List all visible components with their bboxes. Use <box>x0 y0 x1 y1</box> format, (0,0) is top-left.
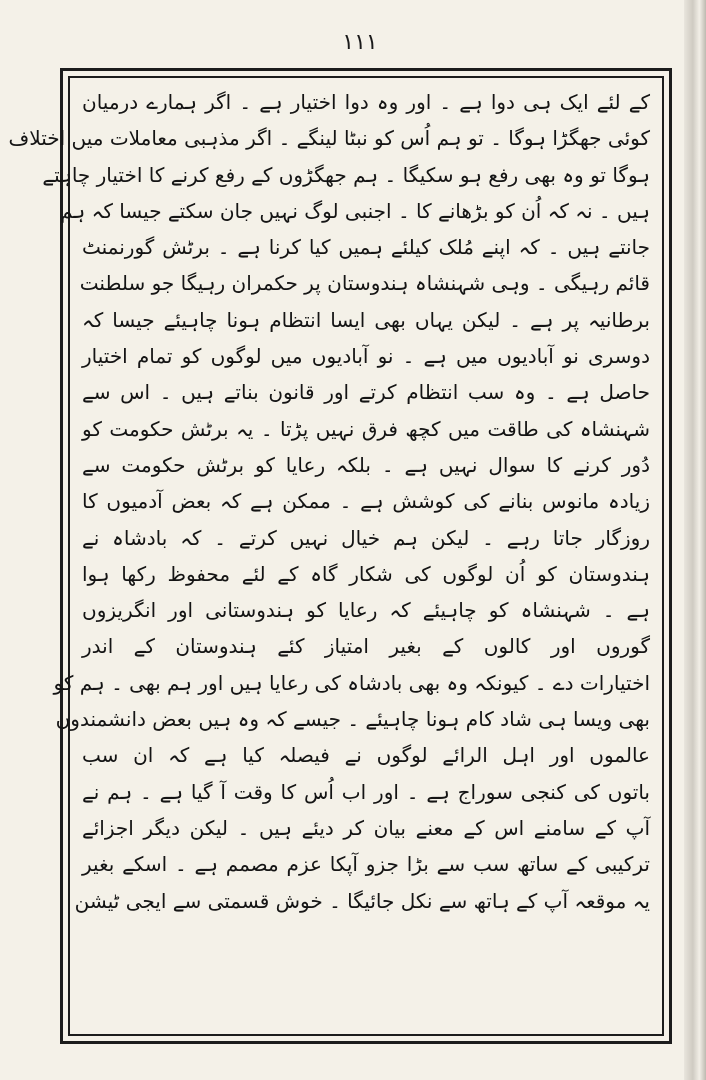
text-line-7: برطانیہ پر ہے ۔ لیکن یہاں بھی ایسا انتظام ہونا چاہیئے جیسا کہ <box>82 307 650 332</box>
text-line-6: قائم رہیگی ۔ وہی شہنشاہ ہندوستان پر حکمران رہیگا جو سلطنت <box>79 271 650 296</box>
text-line-23: یہ موقعہ آپ کے ہاتھ سے نکل جائیگا ۔ خوش قسمتی سے ایجی ٹیشن <box>74 888 650 913</box>
text-line-15: ہے ۔ شہنشاہ کو چاہیئے کہ رعایا کو ہندوستانی اور انگریزوں <box>82 598 650 623</box>
text-line-2: کوئی جھگڑا ہوگا ۔ تو ہم اُس کو نبٹا لینگے ۔ اگر مذہبی معاملات میں اختلاف <box>8 126 650 151</box>
text-line-1: کے لئے ایک ہی دوا ہے ۔ اور وہ دوا اختیار ہے ۔ اگر ہمارے درمیان <box>82 90 650 114</box>
body-text <box>8 84 650 1029</box>
text-line-12: زیادہ مانوس بنانے کی کوشش ہے ۔ ممکن ہے کہ بعض آدمیوں کا <box>82 489 650 514</box>
text-line-18: بھی ویسا ہی شاد کام ہونا چاہیئے ۔ جیسے کہ وہ ہیں بعض دانشمندوں <box>55 707 650 732</box>
text-line-22: ترکیبی کے ساتھ سب سے بڑا جزو آپکا عزم مصمم ہے ۔ اسکے بغیر <box>82 852 650 877</box>
text-line-16: گوروں اور کالوں کے بغیر امتیاز کئے ہندوستان کے اندر <box>82 634 650 659</box>
text-line-5: جانتے ہیں ۔ کہ اپنے مُلک کیلئے ہمیں کیا کرنا ہے ۔ برٹش گورنمنٹ <box>82 235 650 260</box>
text-line-10: شہنشاہ کی طاقت میں کچھ فرق نہیں پڑتا ۔ یہ برٹش حکومت کو <box>82 416 650 441</box>
text-line-4: ہیں ۔ نہ کہ اُن کو بڑھانے کا ۔ اجنبی لوگ نہیں جان سکتے جیسا کہ ہم <box>60 198 650 223</box>
text-line-21: آپ کے سامنے اس کے معنے بیان کر دیئے ہیں ۔ لیکن دیگر اجزائے <box>82 815 650 840</box>
text-line-9: حاصل ہے ۔ وہ سب انتظام کرتے اور قانون بناتے ہیں ۔ اس سے <box>82 380 650 405</box>
text-line-13: روزگار جاتا رہے ۔ لیکن ہم خیال نہیں کرتے ۔ کہ بادشاہ نے <box>82 525 650 550</box>
text-line-14: ہندوستان کو اُن لوگوں کی شکار گاہ کے لئے محفوظ رکھا ہوا <box>82 561 650 586</box>
page-number: ١١١ <box>342 30 378 55</box>
text-line-8: دوسری نو آبادیوں میں ہے ۔ نو آبادیوں میں لوگوں کو تمام اختیار <box>82 344 650 369</box>
text-line-20: باتوں کی کنجی سوراج ہے ۔ اور اب اُس کا وقت آ گیا ہے ۔ ہم نے <box>82 779 650 804</box>
text-line-17: اختیارات دے ۔ کیونکہ وہ بھی بادشاہ کی رعایا ہیں اور ہم بھی ۔ ہم کو <box>53 670 650 695</box>
text-line-19: عالموں اور اہل الرائے لوگوں نے فیصلہ کیا ہے کہ ان سب <box>82 743 650 768</box>
text-line-11: دُور کرنے کا سوال نہیں ہے ۔ بلکہ رعایا کو برٹش حکومت سے <box>82 452 650 477</box>
text-line-3: ہوگا تو وہ بھی رفع ہو سکیگا ۔ ہم جھگڑوں کے رفع کرنے کا اختیار چاہتے <box>42 162 650 187</box>
page-binding-edge <box>684 0 706 1080</box>
